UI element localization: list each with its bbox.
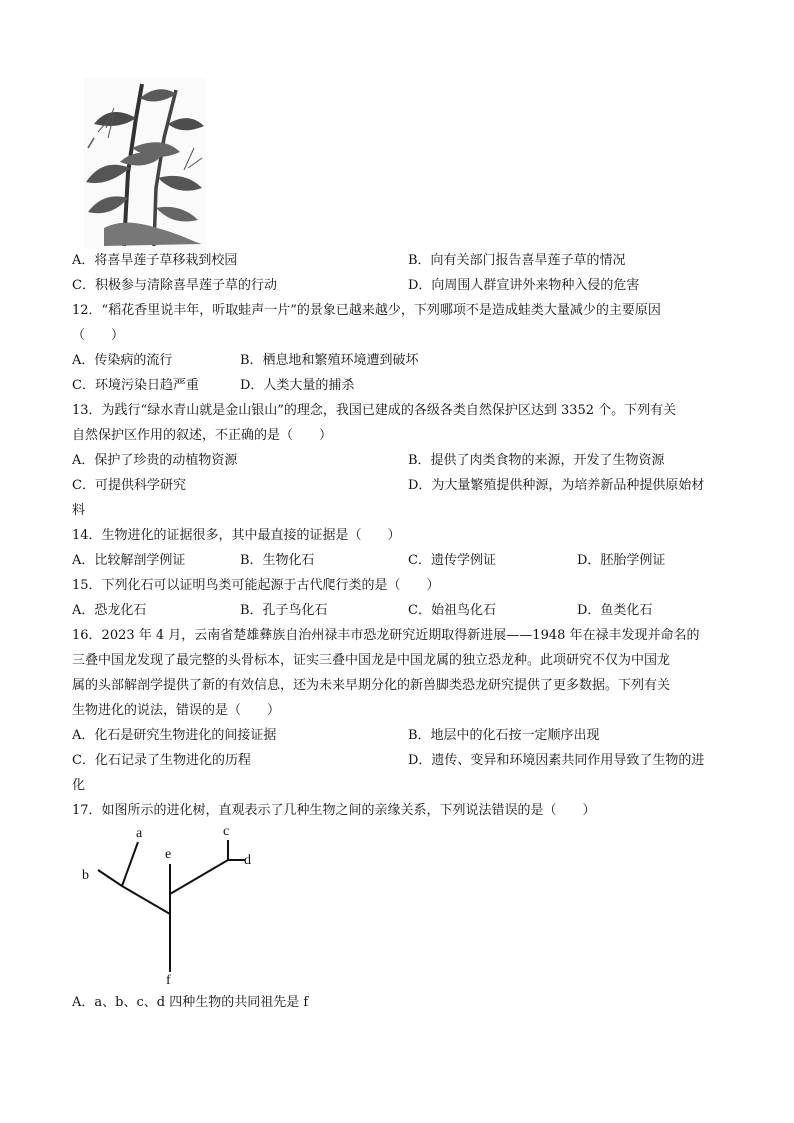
q14-option-b[interactable]: B．生物化石: [240, 553, 315, 568]
q13-stem: 13．为践行“绿水青山就是金山银山”的理念，我国已建成的各级各类自然保护区达到 3352 个。下列有关: [72, 403, 677, 418]
tree-branch-right: [170, 860, 228, 894]
tree-label-b: b: [82, 868, 89, 883]
q16-stem-line-3: 属的头部解剖学提供了新的有效信息，还为未来早期分化的新兽脚类恐龙研究提供了更多数据。下列有关: [72, 678, 671, 693]
q16-stem-line-2: 三叠中国龙发现了最完整的头骨标本，证实三叠中国龙是中国龙属的独立恐龙种。此项研究不仅为中国龙: [72, 653, 671, 668]
tree-branch-b: [98, 870, 122, 886]
tree-label-c: c: [223, 824, 230, 839]
q12-stem: 12．“稻花香里说丰年，听取蛙声一片”的景象已越来越少，下列哪项不是造成蛙类大量减少的主要原因: [72, 303, 661, 318]
q16-option-d-cont: 化: [72, 778, 86, 793]
q13-option-b[interactable]: B．提供了肉类食物的来源，开发了生物资源: [408, 453, 665, 468]
q15-option-c[interactable]: C．始祖鸟化石: [408, 603, 496, 618]
q12-option-b[interactable]: B．栖息地和繁殖环境遭到破坏: [240, 353, 419, 368]
q13-option-d-cont: 料: [72, 503, 86, 518]
q16-stem-line-4: 生物进化的说法，错误的是（ ）: [72, 703, 281, 718]
q15-stem: 15．下列化石可以证明鸟类可能起源于古代爬行类的是（ ）: [72, 578, 440, 593]
q14-option-d[interactable]: D．胚胎学例证: [577, 553, 666, 568]
evolution-tree-diagram: [80, 822, 260, 987]
q12-option-c[interactable]: C．环境污染日趋严重: [72, 378, 199, 393]
q14-option-c[interactable]: C．遗传学例证: [408, 553, 496, 568]
q11-option-a[interactable]: A．将喜旱莲子草移栽到校园: [72, 253, 238, 268]
q11-option-b[interactable]: B．向有关部门报告喜旱莲子草的情况: [408, 253, 626, 268]
tree-branch-left: [122, 886, 170, 914]
tree-label-e: e: [165, 847, 172, 862]
q15-option-a[interactable]: A．恐龙化石: [72, 603, 147, 618]
tree-label-f: f: [166, 973, 171, 987]
q16-option-c[interactable]: C．化石记录了生物进化的历程: [72, 753, 251, 768]
q14-stem: 14．生物进化的证据很多，其中最直接的证据是（ ）: [72, 528, 401, 543]
q17-option-a[interactable]: A．a、b、c、d 四种生物的共同祖先是 f: [72, 995, 309, 1010]
q16-option-d[interactable]: D．遗传、变异和环境因素共同作用导致了生物的进: [408, 753, 705, 768]
plant-illustration: [84, 78, 206, 248]
q12-stem-bracket: （ ）: [72, 328, 125, 343]
q12-option-a[interactable]: A．传染病的流行: [72, 353, 173, 368]
q12-option-d[interactable]: D．人类大量的捕杀: [240, 378, 355, 393]
q15-option-d[interactable]: D．鱼类化石: [577, 603, 653, 618]
q11-option-c[interactable]: C．积极参与清除喜旱莲子草的行动: [72, 278, 277, 293]
q13-option-c[interactable]: C．可提供科学研究: [72, 478, 186, 493]
q14-option-a[interactable]: A．比较解剖学例证: [72, 553, 186, 568]
q16-option-a[interactable]: A．化石是研究生物进化的间接证据: [72, 728, 277, 743]
q16-option-b[interactable]: B．地层中的化石按一定顺序出现: [408, 728, 600, 743]
tree-label-a: a: [136, 826, 143, 841]
q11-option-d[interactable]: D．向周围人群宣讲外来物种入侵的危害: [408, 278, 640, 293]
q17-stem: 17．如图所示的进化树，直观表示了几种生物之间的亲缘关系，下列说法错误的是（ ）: [72, 803, 596, 818]
tree-label-d: d: [244, 853, 251, 868]
q13-option-d[interactable]: D．为大量繁殖提供种源，为培养新品种提供原始材: [408, 478, 705, 493]
q13-option-a[interactable]: A．保护了珍贵的动植物资源: [72, 453, 238, 468]
q15-option-b[interactable]: B．孔子鸟化石: [240, 603, 328, 618]
q13-stem-cont: 自然保护区作用的叙述，不正确的是（ ）: [72, 428, 333, 443]
q16-stem: 16．2023 年 4 月，云南省楚雄彝族自治州禄丰市恐龙研究近期取得新进展——1948 年在禄丰发现并命名的: [72, 628, 700, 643]
tree-branch-a: [122, 842, 138, 886]
